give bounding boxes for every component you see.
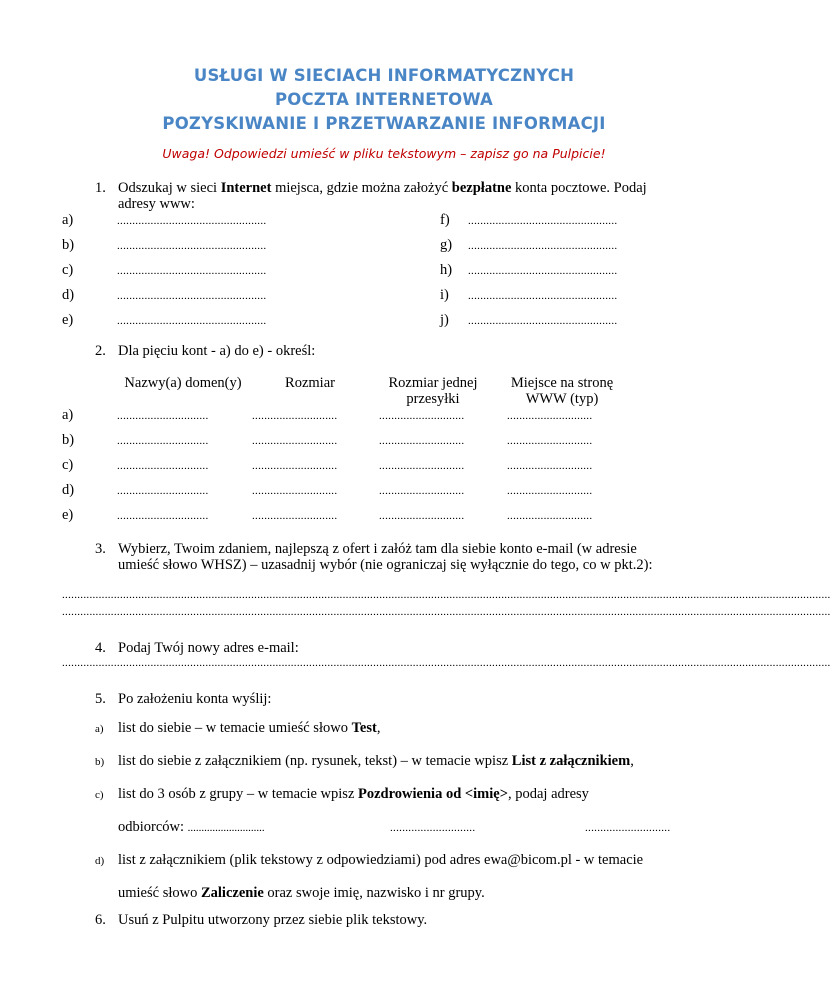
q2-text: Dla pięciu kont - a) do e) - określ: [118,343,316,359]
q2-cell: ............................ [507,510,593,522]
q4-answer-line: ............................................................................................................................................................................................................................................................ [62,657,831,669]
col-header-www-space: Miejsce na stronę WWW (typ) [510,375,614,407]
q2-cell: ............................ [252,435,338,447]
q5-b-text: list do siebie z załącznikiem (np. rysunek, tekst) – w temacie wpisz List z załącznikiem, [118,753,634,769]
q5-b-label: b) [95,756,105,768]
q1-label-left: e) [62,312,74,328]
q5-c-recipients: odbiorców: ............................ [118,819,265,835]
q2-cell: .............................. [117,435,209,447]
q4-text: Podaj Twój nowy adres e-mail: [118,640,299,656]
q1-answer-right: ................................................. [468,265,618,277]
q2-cell: ............................ [379,435,465,447]
q1-text-line-2: adresy www: [118,196,195,212]
q5-text: Po założeniu konta wyślij: [118,691,272,707]
q2-row-label: b) [62,432,75,448]
q2-cell: ............................ [507,485,593,497]
q1-answer-left: ................................................. [117,315,267,327]
q2-cell: ............................ [252,460,338,472]
q1-answer-left: ................................................. [117,215,267,227]
q5-c-text: list do 3 osób z grupy – w temacie wpisz Pozdrowienia od <imię>, podaj adresy [118,786,589,802]
q1-label-right: j) [440,312,449,328]
q2-cell: ............................ [379,410,465,422]
q1-answer-right: ................................................. [468,290,618,302]
q1-text: Odszukaj w sieci Internet miejsca, gdzie można założyć bezpłatne konta pocztowe. Podaj [118,180,647,196]
col-header-size: Rozmiar [285,375,335,391]
q1-answer-right: ................................................. [468,240,618,252]
q1-label-left: c) [62,262,74,278]
title-line-3: POZYSKIWANIE I PRZETWARZANIE INFORMACJI [162,114,606,133]
q6-number: 6. [95,912,106,928]
q1-label-right: h) [440,262,453,278]
q3-answer-line-1: ............................................................................................................................................................................................................................................................ [62,589,831,601]
q1-answer-left: ................................................. [117,240,267,252]
q5-c-recipient-3: ............................ [585,822,671,834]
q2-cell: .............................. [117,485,209,497]
q2-number: 2. [95,343,106,359]
q2-cell: ............................ [507,460,593,472]
q2-cell: .............................. [117,510,209,522]
q2-row-label: e) [62,507,74,523]
warning-note: Uwaga! Odpowiedzi umieść w pliku tekstowym – zapisz go na Pulpicie! [162,146,606,161]
q2-cell: ............................ [252,410,338,422]
q1-answer-left: ................................................. [117,290,267,302]
q1-answer-right: ................................................. [468,215,618,227]
q2-row-label: a) [62,407,74,423]
q3-answer-line-2: ............................................................................................................................................................................................................................................................ [62,606,831,618]
q1-answer-right: ................................................. [468,315,618,327]
q2-cell: .............................. [117,410,209,422]
q4-number: 4. [95,640,106,656]
title-line-2: POCZTA INTERNETOWA [274,90,494,109]
q5-c-label: c) [95,789,104,801]
q2-row-label: d) [62,482,75,498]
q1-label-left: b) [62,237,75,253]
q5-d-text-line-2: umieść słowo Zaliczenie oraz swoje imię, nazwisko i nr grupy. [118,885,485,901]
q2-cell: ............................ [252,510,338,522]
q1-label-right: f) [440,212,450,228]
q1-label-right: g) [440,237,453,253]
q2-cell: ............................ [252,485,338,497]
q3-number: 3. [95,541,106,557]
q2-cell: ............................ [507,435,593,447]
q3-text-line-1: Wybierz, Twoim zdaniem, najlepszą z ofert i załóż tam dla siebie konto e-mail (w adresie [118,541,637,557]
q2-cell: ............................ [507,410,593,422]
q2-row-label: c) [62,457,74,473]
col-header-domain: Nazwy(a) domen(y) [124,375,242,391]
q1-label-left: d) [62,287,75,303]
q6-text: Usuń z Pulpitu utworzony przez siebie plik tekstowy. [118,912,428,928]
q2-cell: ............................ [379,485,465,497]
q2-cell: ............................ [379,510,465,522]
q1-label-right: i) [440,287,449,303]
q5-d-text-line-1: list z załącznikiem (plik tekstowy z odpowiedziami) pod adres ewa@bicom.pl - w temacie [118,852,644,868]
q2-cell: ............................ [379,460,465,472]
col-header-message-size: Rozmiar jednej przesyłki [388,375,478,407]
q5-c-recipient-2: ............................ [390,822,476,834]
q5-a-label: a) [95,723,104,735]
q2-cell: .............................. [117,460,209,472]
q1-number: 1. [95,180,106,196]
q3-text-line-2: umieść słowo WHSZ) – uzasadnij wybór (nie ograniczaj się wyłącznie do tego, co w pkt.2): [118,557,653,573]
q5-a-text: list do siebie – w temacie umieść słowo Test, [118,720,381,736]
title-line-1: USŁUGI W SIECIACH INFORMATYCZNYCH [193,66,575,85]
q5-number: 5. [95,691,106,707]
q1-answer-left: ................................................. [117,265,267,277]
q1-label-left: a) [62,212,74,228]
q5-d-label: d) [95,855,105,867]
